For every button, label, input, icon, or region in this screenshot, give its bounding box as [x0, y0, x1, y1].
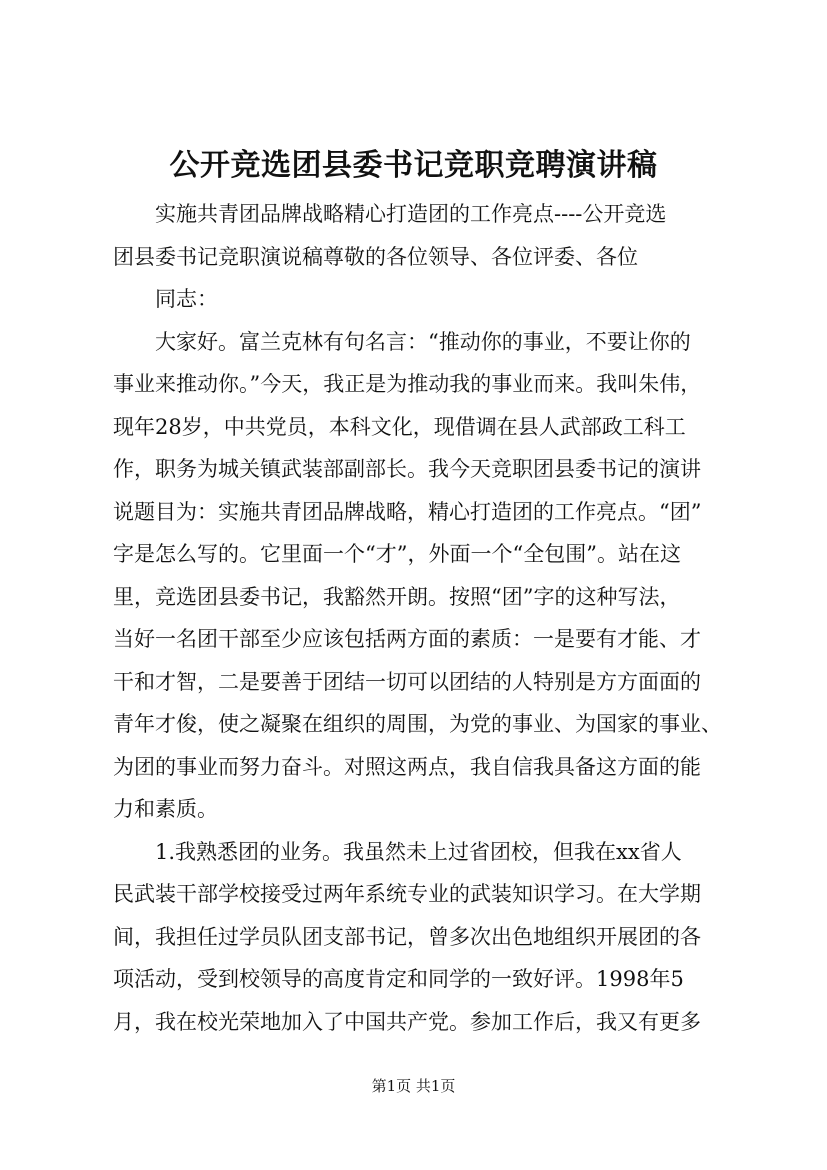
text-line: 事业来推动你。”今天，我正是为推动我的事业而来。我叫朱伟，	[113, 372, 702, 396]
text-line: 干和才智，二是要善于团结一切可以团结的人特别是方方面面的	[113, 669, 701, 694]
text-line: 大家好。富兰克林有句名言：“推动你的事业，不要让你的	[155, 329, 691, 354]
text-line: 作，职务为城关镇武装部副部长。我今天竞职团县委书记的演讲	[113, 457, 701, 481]
text-line: 里，竞选团县委书记，我豁然开朗。按照“团”字的这种写法，	[113, 584, 681, 609]
text-line: 字是怎么写的。它里面一个“才”，外面一个“全包围”。站在这	[113, 542, 681, 566]
text-line: 为团的事业而努力奋斗。对照这两点，我自信我具备这方面的能	[113, 754, 701, 779]
text-line: 月，我在校光荣地加入了中国共产党。参加工作后，我又有更多	[113, 1009, 701, 1034]
text-line: 间，我担任过学员队团支部书记，曾多次出色地组织开展团的各	[113, 924, 701, 949]
text-line: 力和素质。	[113, 797, 218, 821]
text-line: 团县委书记竞职演说稿尊敬的各位领导、各位评委、各位	[113, 244, 638, 269]
text-line: 当好一名团干部至少应该包括两方面的素质：一是要有才能、才	[113, 627, 701, 651]
page-footer: 第1页 共1页	[371, 1077, 456, 1095]
text-line: 现年28岁，中共党员，本科文化，现借调在县人武部政工科工	[113, 414, 686, 439]
text-line: 实施共青团品牌战略精心打造团的工作亮点----公开竞选	[155, 202, 667, 226]
text-line: 1.我熟悉团的业务。我虽然未上过省团校，但我在xx省人	[155, 839, 682, 864]
text-line: 青年才俊，使之凝聚在组织的周围，为党的事业、为国家的事业、	[113, 712, 722, 736]
text-line: 项活动，受到校领导的高度肯定和同学的一致好评。1998年5	[113, 967, 684, 991]
document-body	[113, 193, 729, 1043]
text-line: 说题目为：实施共青团品牌战略，精心打造团的工作亮点。“团”	[113, 499, 702, 524]
text-line: 民武装干部学校接受过两年系统专业的武装知识学习。在大学期	[113, 882, 701, 906]
text-line: 同志：	[155, 287, 218, 311]
document-title: 公开竞选团县委书记竞职竞聘演讲稿	[169, 148, 658, 183]
